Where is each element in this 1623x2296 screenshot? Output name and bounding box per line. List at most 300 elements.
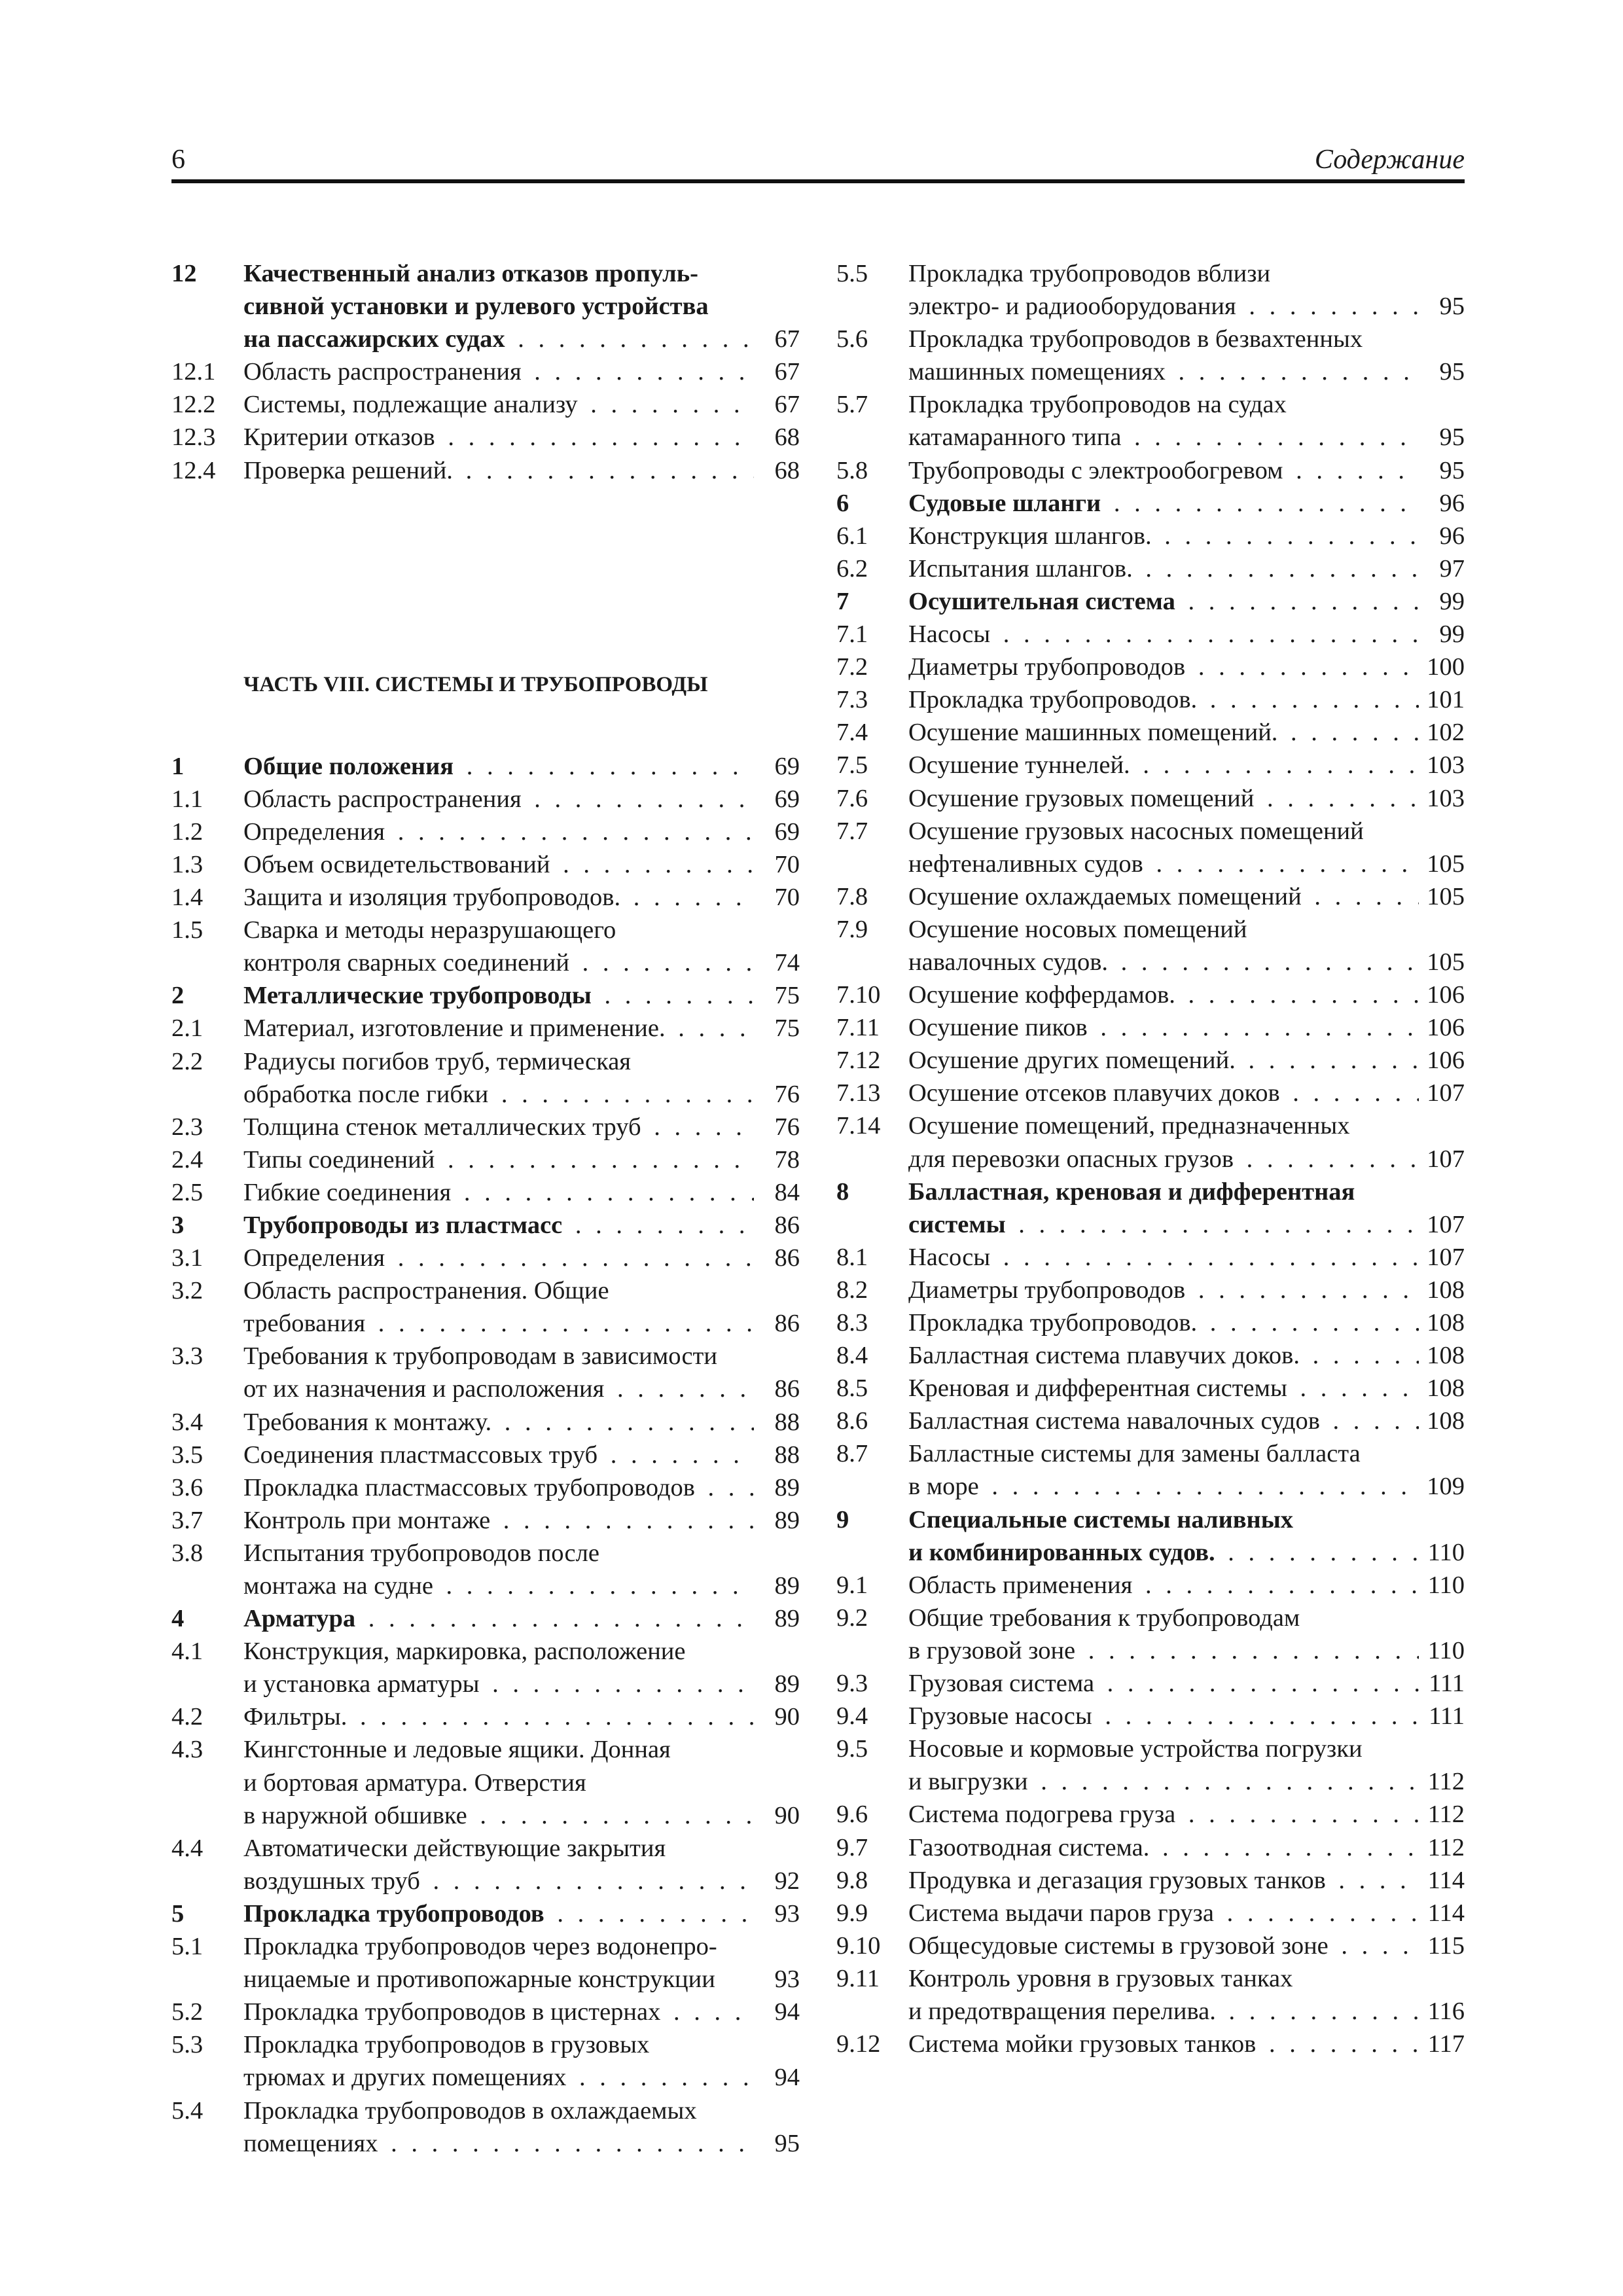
- toc-entry-title: Определения: [243, 818, 387, 846]
- toc-entry-title: воздушных труб: [243, 1867, 423, 1895]
- part-title: ЧАСТЬ VIII. СИСТЕМЫ И ТРУБОПРОВОДЫ: [243, 672, 708, 696]
- toc-entry[interactable]: [836, 323, 1465, 388]
- toc-entry-title: Трубопроводы из пластмасс: [243, 1211, 565, 1239]
- toc-section-12: [171, 257, 800, 487]
- toc-entry-page: 86: [754, 1209, 800, 1242]
- toc-entry-title: для перевозки опасных грузов: [908, 1145, 1236, 1173]
- toc-entry-page: 95: [1419, 421, 1465, 454]
- toc-entry-title: ницаемые и противопожарные конструкции: [243, 1965, 718, 1993]
- toc-entry-title: Прокладка трубопроводов в охлаждаемых: [243, 2097, 700, 2125]
- toc-column-left: [171, 257, 800, 2160]
- toc-entry-page: 92: [754, 1865, 800, 1897]
- toc-entry-number: 9.1: [836, 1571, 868, 1599]
- toc-entry-page: 84: [754, 1176, 800, 1209]
- toc-entry-number: 8: [836, 1177, 849, 1206]
- toc-entry-number: 6.2: [836, 554, 868, 583]
- toc-entry-title: нефтеналивных судов: [908, 850, 1146, 878]
- toc-entry-title: Конструкция, маркировка, расположение: [243, 1638, 688, 1665]
- toc-entry[interactable]: [171, 848, 800, 881]
- toc-entry-title: Контроль уровня в грузовых танках: [908, 1965, 1295, 1992]
- toc-entry-number: 3.6: [171, 1473, 204, 1501]
- toc-entry[interactable]: [836, 1241, 1465, 1274]
- toc-entry-title: навалочных судов.: [908, 948, 1111, 976]
- toc-entry-page: 108: [1419, 1372, 1465, 1405]
- toc-entry-page: 95: [1419, 454, 1465, 487]
- toc-entry[interactable]: [836, 1077, 1465, 1109]
- toc-entry-number: 3.8: [171, 1539, 204, 1567]
- toc-entry[interactable]: [836, 585, 1465, 618]
- toc-entry-title: Область распространения: [243, 785, 524, 813]
- toc-entry-number: 3.1: [171, 1244, 204, 1272]
- toc-entry-number: 8.6: [836, 1407, 868, 1435]
- toc-entry[interactable]: [836, 1864, 1465, 1897]
- toc-entry-number: 9.10: [836, 1931, 881, 1960]
- toc-entry-title: Область распространения. Общие: [243, 1277, 612, 1304]
- toc-entry-title: Осушение отсеков плавучих доков: [908, 1079, 1283, 1107]
- toc-entry-page: 108: [1419, 1274, 1465, 1306]
- toc-entry-title: Диаметры трубопроводов: [908, 653, 1188, 681]
- toc-entry[interactable]: [171, 2094, 800, 2160]
- toc-entry[interactable]: [171, 1635, 800, 1700]
- toc-entry-page: 115: [1419, 1929, 1465, 1962]
- toc-entry-number: 1.3: [171, 850, 204, 878]
- toc-entry-title: Прокладка трубопроводов на судах: [908, 391, 1289, 418]
- toc-entry-number: 7.13: [836, 1079, 881, 1107]
- toc-entry[interactable]: [836, 978, 1465, 1011]
- toc-entry-page: 107: [1419, 1241, 1465, 1274]
- toc-entry-title: Осушение туннелей.: [908, 751, 1133, 779]
- toc-entry-title: Качественный анализ отказов пропуль-: [243, 260, 701, 287]
- toc-entry-number: 7.11: [836, 1014, 880, 1042]
- toc-entry[interactable]: [836, 1602, 1465, 1667]
- toc-entry-title: Балластная система плавучих доков.: [908, 1342, 1302, 1369]
- running-title: Содержание: [1314, 145, 1465, 175]
- toc-entry[interactable]: [836, 1274, 1465, 1306]
- toc-entry-title: Осушение помещений, предназначенных: [908, 1112, 1353, 1139]
- toc-entry[interactable]: [836, 749, 1465, 781]
- toc-entry-title: Балластные системы для замены балласта: [908, 1440, 1363, 1467]
- toc-entry-title: Прокладка трубопроводов в грузовых: [243, 2031, 652, 2058]
- toc-entry-title: Контроль при монтаже: [243, 1507, 493, 1534]
- toc-entry-number: 12.1: [171, 358, 216, 386]
- toc-entry-number: 2.1: [171, 1014, 204, 1043]
- toc-entry-title: Трубопроводы с электрообогревом: [908, 457, 1285, 484]
- toc-entry-title: трюмах и других помещениях: [243, 2064, 569, 2091]
- toc-entry-number: 7.2: [836, 653, 868, 681]
- toc-entry[interactable]: [836, 913, 1465, 978]
- toc-entry-page: 74: [754, 946, 800, 979]
- toc-entry-title: Материал, изготовление и применение.: [243, 1014, 668, 1042]
- toc-entry-title: Грузовая система: [908, 1670, 1097, 1697]
- section-gap: [171, 487, 800, 652]
- toc-entry-number: 12.4: [171, 456, 216, 484]
- toc-entry[interactable]: [836, 552, 1465, 585]
- toc-entry-title: Прокладка трубопроводов: [243, 1900, 547, 1928]
- toc-entry-number: 5.6: [836, 325, 868, 353]
- toc-entry[interactable]: [836, 1667, 1465, 1700]
- toc-entry-title: Осушение коффердамов.: [908, 981, 1178, 1009]
- toc-entry[interactable]: [836, 683, 1465, 716]
- toc-entry-page: 107: [1419, 1143, 1465, 1175]
- toc-entry[interactable]: [171, 1176, 800, 1209]
- toc-entry[interactable]: [836, 1897, 1465, 1929]
- toc-entry[interactable]: [171, 1537, 800, 1602]
- toc-entry-page: 95: [1419, 290, 1465, 323]
- toc-entry[interactable]: [836, 1798, 1465, 1831]
- toc-entry-number: 9: [836, 1505, 849, 1534]
- toc-entry-title: Судовые шланги: [908, 490, 1103, 517]
- toc-entry-title: электро- и радиооборудования: [908, 293, 1239, 320]
- toc-entry-title: Проверка решений.: [243, 457, 455, 484]
- toc-entry-page: 116: [1419, 1995, 1465, 2028]
- toc-entry-page: 105: [1419, 848, 1465, 880]
- toc-entry[interactable]: [171, 1602, 800, 1635]
- toc-entry-number: 2.5: [171, 1178, 204, 1206]
- toc-entry-page: 89: [754, 1602, 800, 1635]
- toc-entry-title: Кингстонные и ледовые ящики. Донная: [243, 1736, 673, 1763]
- toc-entry-page: 96: [1419, 487, 1465, 520]
- toc-entry-title: Креновая и дифферентная системы: [908, 1374, 1290, 1402]
- toc-entry-title: и комбинированных судов.: [908, 1539, 1218, 1566]
- toc-entry-title: Область распространения: [243, 358, 524, 386]
- toc-entry[interactable]: [836, 880, 1465, 913]
- toc-entry[interactable]: [836, 1732, 1465, 1798]
- toc-entry-page: 67: [754, 355, 800, 388]
- toc-entry-title: катамаранного типа: [908, 423, 1124, 451]
- toc-entry-title: Осушение охлаждаемых помещений: [908, 883, 1304, 910]
- toc-entry-number: 7.3: [836, 686, 868, 714]
- toc-entry-page: 69: [754, 816, 800, 848]
- toc-entry-title: Носовые и кормовые устройства погрузки: [908, 1735, 1365, 1763]
- toc-entry[interactable]: [836, 1929, 1465, 1962]
- toc-entry[interactable]: [836, 1437, 1465, 1503]
- toc-entry[interactable]: [171, 1832, 800, 1897]
- toc-entry-number: 1.2: [171, 817, 204, 846]
- toc-entry[interactable]: [171, 881, 800, 914]
- toc-entry-number: 7.5: [836, 751, 868, 780]
- toc-entry[interactable]: [171, 1143, 800, 1176]
- section-gap: [171, 717, 800, 750]
- toc-entry-title: монтажа на судне: [243, 1572, 436, 1600]
- toc-entry[interactable]: [836, 716, 1465, 749]
- toc-entry[interactable]: [836, 1569, 1465, 1602]
- toc-entry-page: 76: [754, 1111, 800, 1143]
- toc-entry-title: Конструкция шлангов.: [908, 522, 1154, 550]
- toc-entry[interactable]: [836, 1011, 1465, 1044]
- toc-entry-title: в грузовой зоне: [908, 1637, 1078, 1664]
- toc-entry-page: 100: [1419, 651, 1465, 683]
- toc-entry[interactable]: [171, 783, 800, 816]
- toc-entry-page: 70: [754, 848, 800, 881]
- toc-entry-number: 5.8: [836, 456, 868, 484]
- toc-entry[interactable]: [836, 1339, 1465, 1372]
- toc-entry-title: и выгрузки: [908, 1768, 1031, 1795]
- toc-entry-number: 1: [171, 752, 185, 780]
- toc-entry-page: 75: [754, 1012, 800, 1045]
- toc-entry[interactable]: [171, 750, 800, 783]
- toc-entry-page: 111: [1419, 1700, 1465, 1732]
- toc-entry-title: Специальные системы наливных: [908, 1506, 1296, 1534]
- toc-entry[interactable]: [171, 1111, 800, 1143]
- toc-entry[interactable]: [171, 355, 800, 388]
- toc-entry[interactable]: [171, 388, 800, 421]
- toc-entry-title: обработка после гибки: [243, 1081, 491, 1108]
- toc-entry[interactable]: [171, 1897, 800, 1930]
- toc-part-viii-entries: [171, 750, 800, 2160]
- toc-entry-number: 3.3: [171, 1342, 204, 1371]
- toc-entry-title: контроля сварных соединений: [243, 949, 572, 977]
- toc-entry-title: Система подогрева груза: [908, 1801, 1178, 1828]
- toc-entry-title: Общие положения: [243, 753, 456, 780]
- toc-entry-title: Металлические трубопроводы: [243, 982, 594, 1009]
- toc-entry-number: 9.7: [836, 1833, 868, 1861]
- toc-entry-number: 9.11: [836, 1964, 880, 1992]
- toc-entry-page: 112: [1419, 1798, 1465, 1831]
- toc-entry-title: Осушение других помещений.: [908, 1047, 1238, 1074]
- toc-entry-page: 93: [754, 1963, 800, 1996]
- toc-entry-title: машинных помещениях: [908, 358, 1168, 386]
- toc-entry-title: Прокладка трубопроводов.: [908, 1309, 1200, 1336]
- toc-entries-right: [836, 257, 1465, 2060]
- toc-entry[interactable]: [836, 1503, 1465, 1569]
- toc-entry[interactable]: [171, 1012, 800, 1045]
- toc-entry-page: 110: [1419, 1569, 1465, 1602]
- toc-entry-title: на пассажирских судах: [243, 325, 508, 353]
- toc-entry-title: Грузовые насосы: [908, 1702, 1095, 1730]
- toc-entry-title: Толщина стенок металлических труб: [243, 1113, 644, 1141]
- toc-entry-page: 105: [1419, 880, 1465, 913]
- toc-entry-number: 5.4: [171, 2096, 204, 2125]
- toc-entry-page: 76: [754, 1078, 800, 1111]
- toc-entry-number: 7.10: [836, 981, 881, 1009]
- page-header: [171, 140, 1465, 183]
- toc-entry-page: 99: [1419, 585, 1465, 618]
- toc-entry-number: 1.5: [171, 916, 204, 944]
- toc-entry-page: 114: [1419, 1897, 1465, 1929]
- toc-entry-title: Прокладка трубопроводов через водонепро-: [243, 1933, 720, 1960]
- toc-entry[interactable]: [836, 487, 1465, 520]
- toc-entry[interactable]: [171, 257, 800, 355]
- toc-entry-title: помещениях: [243, 2130, 380, 2157]
- toc-entry-number: 2: [171, 982, 185, 1010]
- toc-entry[interactable]: [171, 1930, 800, 1996]
- toc-entry[interactable]: [171, 2028, 800, 2094]
- toc-entry-page: 94: [754, 1996, 800, 2028]
- toc-entry-page: 109: [1419, 1470, 1465, 1503]
- toc-entry-title: и предотвращения перелива.: [908, 1998, 1219, 2025]
- toc-entry[interactable]: [836, 1831, 1465, 1864]
- toc-entry-number: 1.1: [171, 785, 204, 813]
- toc-entry-title: Продувка и дегазация грузовых танков: [908, 1867, 1329, 1894]
- toc-entry-title: Определения: [243, 1244, 387, 1272]
- toc-entry[interactable]: [836, 782, 1465, 815]
- toc-entry[interactable]: [836, 1405, 1465, 1437]
- toc-entry[interactable]: [836, 520, 1465, 552]
- toc-entry-title: Газоотводная система.: [908, 1834, 1152, 1861]
- toc-entry-number: 7.12: [836, 1047, 881, 1075]
- toc-entry-number: 4.3: [171, 1736, 204, 1764]
- toc-entry-number: 5.2: [171, 1998, 204, 2026]
- toc-entry-number: 7.14: [836, 1112, 881, 1140]
- toc-entry-title: Осушение пиков: [908, 1014, 1090, 1041]
- toc-entry[interactable]: [171, 1242, 800, 1274]
- toc-entry-page: 101: [1419, 683, 1465, 716]
- toc-entry-page: 114: [1419, 1864, 1465, 1897]
- toc-entry-page: 89: [754, 1668, 800, 1700]
- toc-entry-page: 90: [754, 1799, 800, 1832]
- toc-entry-number: 9.4: [836, 1702, 868, 1731]
- toc-entry-number: 5: [171, 1899, 185, 1928]
- toc-entry[interactable]: [171, 1045, 800, 1111]
- toc-entry-page: 107: [1419, 1077, 1465, 1109]
- toc-entry-number: 7.6: [836, 784, 868, 812]
- toc-entry-title: Осушение машинных помещений.: [908, 719, 1280, 746]
- toc-entry[interactable]: [836, 1044, 1465, 1077]
- toc-entry[interactable]: [836, 1175, 1465, 1241]
- toc-entry[interactable]: [171, 1406, 800, 1439]
- toc-entry-page: 69: [754, 783, 800, 816]
- toc-entry-page: 89: [754, 1471, 800, 1504]
- toc-entry-title: Гибкие соединения: [243, 1179, 454, 1206]
- toc-entry-number: 7.8: [836, 882, 868, 910]
- toc-entry-number: 5.3: [171, 2031, 204, 2059]
- toc-entry-number: 12.3: [171, 423, 216, 452]
- toc-entry[interactable]: [171, 454, 800, 487]
- toc-entry-page: 117: [1419, 2028, 1465, 2060]
- toc-entry[interactable]: [171, 816, 800, 848]
- toc-entry[interactable]: [171, 1504, 800, 1537]
- toc-entry-number: 7.4: [836, 719, 868, 747]
- toc-entry-title: Испытания трубопроводов после: [243, 1539, 602, 1567]
- toc-entry-number: 9.6: [836, 1801, 868, 1829]
- toc-entry[interactable]: [171, 1471, 800, 1504]
- toc-entry[interactable]: [171, 1274, 800, 1340]
- toc-entry-number: 9.2: [836, 1604, 868, 1632]
- toc-entry-title: системы: [908, 1211, 1008, 1238]
- toc-entry-number: 9.3: [836, 1670, 868, 1698]
- toc-entry-title: Прокладка пластмассовых трубопроводов: [243, 1474, 698, 1501]
- toc-entry[interactable]: [171, 1733, 800, 1831]
- toc-entry[interactable]: [836, 1109, 1465, 1175]
- toc-entry-page: 105: [1419, 946, 1465, 978]
- toc-entry-title: Прокладка трубопроводов вблизи: [908, 260, 1273, 287]
- toc-entry[interactable]: [836, 454, 1465, 487]
- toc-entry-title: Прокладка трубопроводов в цистернах: [243, 1998, 663, 2026]
- toc-entry[interactable]: [836, 815, 1465, 880]
- toc-entry[interactable]: [171, 1439, 800, 1471]
- toc-entry-title: Соединения пластмассовых труб: [243, 1441, 600, 1469]
- toc-entry-title: Система выдачи паров груза: [908, 1899, 1217, 1927]
- toc-entry-title: в наружной обшивке: [243, 1802, 470, 1829]
- toc-entry-page: 106: [1419, 1044, 1465, 1077]
- toc-entry-number: 7: [836, 587, 849, 615]
- toc-entry-title: требования: [243, 1310, 368, 1337]
- toc-entry-title: Системы, подлежащие анализу: [243, 391, 580, 418]
- toc-entry-number: 3: [171, 1211, 185, 1239]
- toc-entry[interactable]: [836, 388, 1465, 454]
- toc-entry[interactable]: [836, 618, 1465, 651]
- toc-entry-number: 3.5: [171, 1441, 204, 1469]
- toc-entry[interactable]: [836, 1372, 1465, 1405]
- toc-entry-number: 8.4: [836, 1342, 868, 1370]
- toc-entry-page: 68: [754, 454, 800, 487]
- toc-entry[interactable]: [171, 914, 800, 979]
- toc-entry-page: 99: [1419, 618, 1465, 651]
- toc-entry-page: 93: [754, 1897, 800, 1930]
- toc-entry-title: Осушительная система: [908, 588, 1178, 615]
- toc-entry[interactable]: [836, 1700, 1465, 1732]
- toc-entry-title: Насосы: [908, 620, 993, 648]
- toc-entry-page: 96: [1419, 520, 1465, 552]
- toc-entry-page: 67: [754, 323, 800, 355]
- toc-entry-page: 112: [1419, 1831, 1465, 1864]
- toc-entry-page: 108: [1419, 1405, 1465, 1437]
- toc-entry-page: 89: [754, 1570, 800, 1602]
- toc-entry-title: Требования к монтажу.: [243, 1408, 494, 1436]
- toc-entry-page: 88: [754, 1439, 800, 1471]
- toc-entry-page: 112: [1419, 1765, 1465, 1798]
- toc-entry-number: 4: [171, 1605, 185, 1633]
- toc-entry-title: Осушение грузовых насосных помещений: [908, 817, 1366, 845]
- toc-entry[interactable]: [836, 1962, 1465, 2028]
- toc-entry[interactable]: [171, 1700, 800, 1733]
- toc-entry-title: от их назначения и расположения: [243, 1375, 607, 1403]
- toc-entry-title: Система мойки грузовых танков: [908, 2030, 1258, 2058]
- toc-entry-number: 9.12: [836, 2030, 881, 2058]
- toc-entry-number: 2.4: [171, 1145, 204, 1174]
- toc-entry-number: 8.3: [836, 1309, 868, 1336]
- toc-entry-title: Общие требования к трубопроводам: [908, 1604, 1302, 1632]
- toc-entry-page: 68: [754, 421, 800, 454]
- toc-entry-title: и установка арматуры: [243, 1670, 482, 1698]
- toc-entry[interactable]: [171, 979, 800, 1012]
- toc-entry-number: 3.4: [171, 1408, 204, 1436]
- toc-entry-number: 4.1: [171, 1638, 204, 1666]
- toc-entry[interactable]: [171, 421, 800, 454]
- toc-entry-title: сивной установки и рулевого устройства: [243, 293, 711, 320]
- toc-entry-number: 6: [836, 489, 849, 517]
- toc-entry-page: 103: [1419, 782, 1465, 815]
- toc-entry-title: и бортовая арматура. Отверстия: [243, 1769, 589, 1797]
- toc-entry[interactable]: [836, 2028, 1465, 2060]
- toc-entry[interactable]: [836, 651, 1465, 683]
- toc-entry-title: Осушение носовых помещений: [908, 916, 1249, 943]
- toc-entry[interactable]: [836, 257, 1465, 323]
- toc-entry-page: 67: [754, 388, 800, 421]
- toc-entry-title: Общесудовые системы в грузовой зоне: [908, 1932, 1331, 1960]
- toc-entry-number: 12.2: [171, 391, 216, 419]
- toc-entry-page: 95: [1419, 355, 1465, 388]
- toc-entry-page: 90: [754, 1700, 800, 1733]
- toc-entry-number: 8.2: [836, 1276, 868, 1304]
- toc-entry-page: 95: [754, 2127, 800, 2160]
- toc-entry[interactable]: [171, 1996, 800, 2028]
- toc-entry-title: Объем освидетельствований: [243, 851, 553, 878]
- toc-entry-page: 94: [754, 2061, 800, 2094]
- page-number: 6: [171, 145, 185, 175]
- toc-entry-title: Радиусы погибов труб, термическая: [243, 1048, 633, 1075]
- toc-entry-page: 86: [754, 1307, 800, 1340]
- toc-entry-title: Критерии отказов: [243, 423, 438, 451]
- toc-entry[interactable]: [171, 1209, 800, 1242]
- toc-entry-page: 86: [754, 1372, 800, 1405]
- toc-entry-title: Фильтры.: [243, 1703, 349, 1731]
- toc-entry-page: 86: [754, 1242, 800, 1274]
- toc-entry-title: в море: [908, 1473, 982, 1500]
- toc-entry[interactable]: [836, 1306, 1465, 1339]
- toc-entry-page: 89: [754, 1504, 800, 1537]
- toc-entry[interactable]: [171, 1340, 800, 1405]
